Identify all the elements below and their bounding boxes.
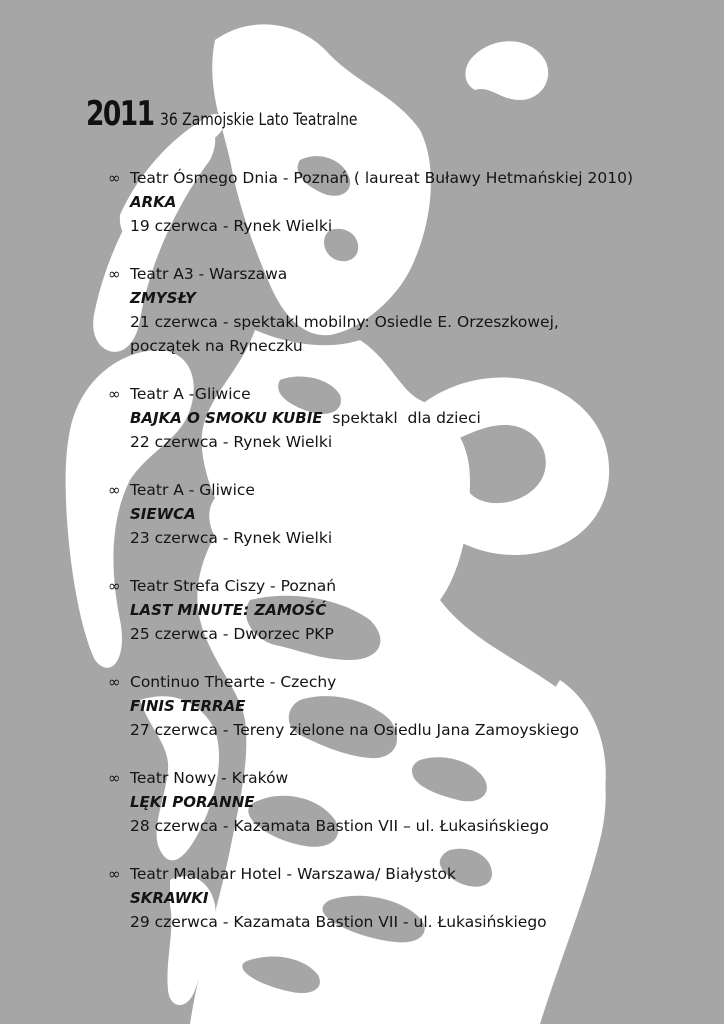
event-theatre: Teatr Ósmego Dnia - Poznań ( laureat Buławy Hetmańskiej 2010) — [130, 169, 634, 187]
event-theatre: Teatr A -Gliwice — [130, 385, 251, 403]
infinity-bullet-icon: ∞ — [108, 865, 121, 883]
infinity-bullet-icon: ∞ — [108, 769, 121, 787]
event-date-venue: 25 czerwca - Dworzec PKP — [130, 625, 334, 643]
event-title-note: spektakl dla dzieci — [322, 409, 481, 427]
event-entry — [108, 166, 668, 238]
festival-year: 2011 — [86, 94, 154, 134]
event-theatre-line — [108, 670, 668, 694]
event-date-venue: 27 czerwca - Tereny zielone na Osiedlu Jana Zamoyskiego — [130, 721, 579, 739]
event-title: SIEWCA — [130, 505, 196, 523]
event-title: LAST MINUTE: ZAMOŚĆ — [130, 601, 327, 619]
event-date-venue: 28 czerwca - Kazamata Bastion VII – ul. Łukasińskiego — [130, 817, 549, 835]
festival-title: 36 Zamojskie Lato Teatralne — [160, 110, 358, 130]
event-theatre-line — [108, 766, 668, 790]
event-theatre-line — [108, 478, 668, 502]
event-date-venue: 23 czerwca - Rynek Wielki — [130, 529, 333, 547]
infinity-bullet-icon: ∞ — [108, 265, 121, 283]
event-entry — [108, 478, 668, 550]
event-date-venue: 21 czerwca - spektakl mobilny: Osiedle E. Orzeszkowej, początek na Ryneczku — [130, 313, 559, 355]
event-entry — [108, 574, 668, 646]
infinity-bullet-icon: ∞ — [108, 577, 121, 595]
event-title-line — [108, 190, 668, 214]
event-entry — [108, 670, 668, 742]
event-title: SKRAWKI — [130, 889, 209, 907]
event-title-line — [108, 886, 668, 910]
event-theatre: Teatr Strefa Ciszy - Poznań — [130, 577, 337, 595]
event-title: LĘKI PORANNE — [130, 793, 255, 811]
event-entry — [108, 382, 668, 454]
event-entry — [108, 262, 668, 358]
event-date-venue: 22 czerwca - Rynek Wielki — [130, 433, 333, 451]
event-theatre: Teatr Nowy - Kraków — [130, 769, 289, 787]
event-title: ARKA — [130, 193, 177, 211]
event-title: FINIS TERRAE — [130, 697, 246, 715]
event-title-line — [108, 502, 668, 526]
event-theatre-line — [108, 862, 668, 886]
event-theatre: Continuo Thearte - Czechy — [130, 673, 337, 691]
event-title-line — [108, 286, 668, 310]
event-theatre-line — [108, 382, 668, 406]
poster-header — [86, 94, 358, 134]
event-title-line — [108, 406, 668, 430]
event-theatre: Teatr Malabar Hotel - Warszawa/ Białystok — [130, 865, 456, 883]
event-title-line — [108, 598, 668, 622]
event-theatre: Teatr A3 - Warszawa — [130, 265, 288, 283]
infinity-bullet-icon: ∞ — [108, 481, 121, 499]
infinity-bullet-icon: ∞ — [108, 169, 121, 187]
event-date-venue: 29 czerwca - Kazamata Bastion VII - ul. Łukasińskiego — [130, 913, 547, 931]
event-title-line — [108, 694, 668, 718]
infinity-bullet-icon: ∞ — [108, 385, 121, 403]
event-entry — [108, 862, 668, 934]
event-theatre-line — [108, 166, 668, 190]
event-theatre-line — [108, 262, 668, 286]
infinity-bullet-icon: ∞ — [108, 673, 121, 691]
event-title-line — [108, 790, 668, 814]
event-theatre-line — [108, 574, 668, 598]
event-date-venue: 19 czerwca - Rynek Wielki — [130, 217, 333, 235]
event-title: ZMYSŁY — [130, 289, 196, 307]
event-theatre: Teatr A - Gliwice — [130, 481, 255, 499]
event-title: BAJKA O SMOKU KUBIE — [130, 409, 323, 427]
event-entry — [108, 766, 668, 838]
